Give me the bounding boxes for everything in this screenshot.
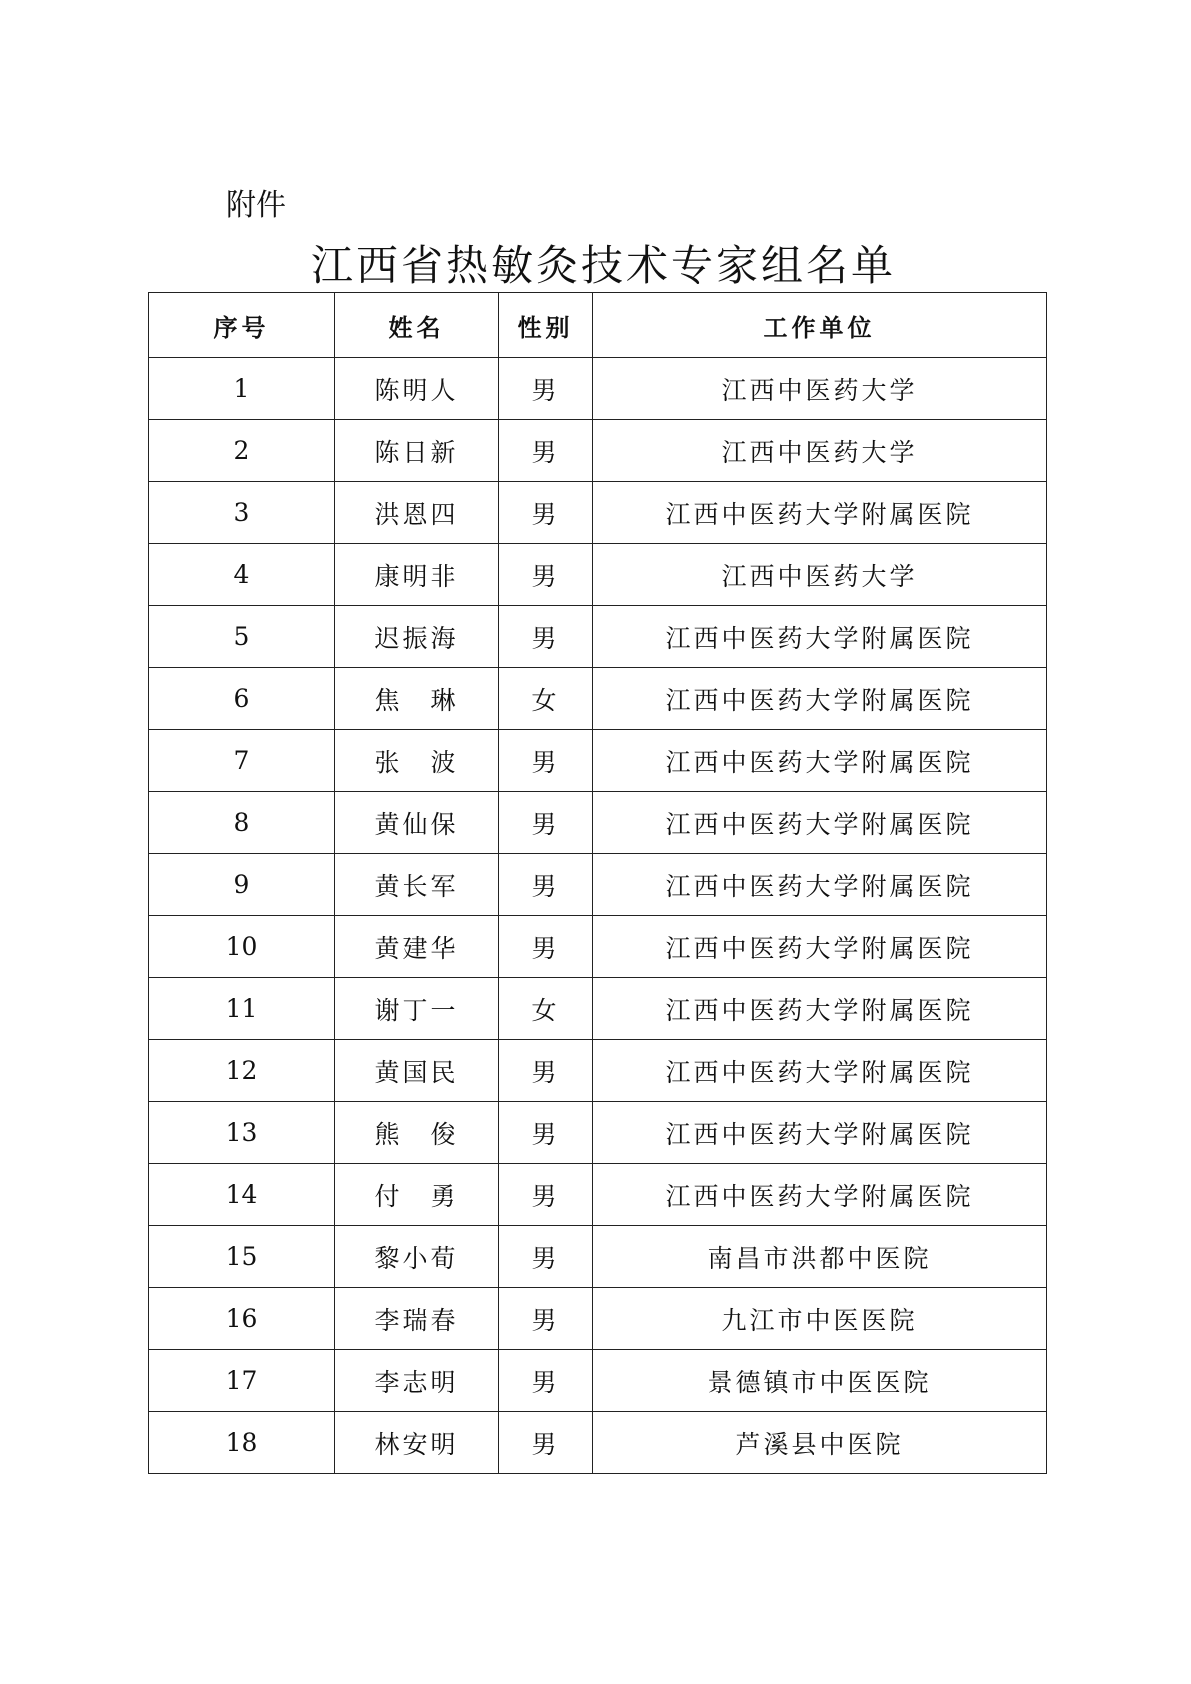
header-unit: 工作单位 [593,293,1047,358]
expert-roster-table [148,292,1047,1474]
table-row [149,606,1047,668]
cell-no: 9 [149,854,335,916]
table-row [149,792,1047,854]
cell-name: 张 波 [335,730,499,792]
cell-sex: 男 [499,916,593,978]
cell-sex: 男 [499,730,593,792]
cell-sex: 女 [499,668,593,730]
cell-name: 付 勇 [335,1164,499,1226]
cell-unit: 江西中医药大学 [593,420,1047,482]
table-row [149,1040,1047,1102]
cell-no: 14 [149,1164,335,1226]
cell-no: 2 [149,420,335,482]
cell-unit: 江西中医药大学附属医院 [593,1102,1047,1164]
table-row [149,1164,1047,1226]
table-row [149,482,1047,544]
cell-name: 焦 琳 [335,668,499,730]
cell-sex: 男 [499,792,593,854]
cell-name: 陈日新 [335,420,499,482]
table-header-row [149,293,1047,358]
cell-no: 18 [149,1412,335,1474]
cell-name: 李瑞春 [335,1288,499,1350]
cell-sex: 男 [499,358,593,420]
cell-no: 12 [149,1040,335,1102]
cell-unit: 九江市中医医院 [593,1288,1047,1350]
cell-unit: 景德镇市中医医院 [593,1350,1047,1412]
table-row [149,1350,1047,1412]
cell-no: 11 [149,978,335,1040]
cell-name: 洪恩四 [335,482,499,544]
document-title: 江西省热敏灸技术专家组名单 [310,241,896,290]
cell-sex: 男 [499,1288,593,1350]
cell-unit: 江西中医药大学附属医院 [593,792,1047,854]
cell-unit: 江西中医药大学附属医院 [593,916,1047,978]
cell-no: 6 [149,668,335,730]
cell-name: 黄长军 [335,854,499,916]
cell-sex: 男 [499,1350,593,1412]
table-row [149,1412,1047,1474]
cell-no: 1 [149,358,335,420]
cell-no: 8 [149,792,335,854]
cell-no: 10 [149,916,335,978]
cell-no: 17 [149,1350,335,1412]
header-sex: 性别 [499,293,593,358]
cell-unit: 芦溪县中医院 [593,1412,1047,1474]
cell-unit: 江西中医药大学附属医院 [593,668,1047,730]
cell-name: 黄仙保 [335,792,499,854]
cell-no: 5 [149,606,335,668]
table-row [149,544,1047,606]
cell-unit: 江西中医药大学 [593,544,1047,606]
table-row [149,420,1047,482]
cell-no: 4 [149,544,335,606]
cell-name: 黎小荀 [335,1226,499,1288]
table-row [149,1102,1047,1164]
cell-name: 黄建华 [335,916,499,978]
cell-unit: 南昌市洪都中医院 [593,1226,1047,1288]
cell-name: 熊 俊 [335,1102,499,1164]
cell-sex: 男 [499,1040,593,1102]
cell-unit: 江西中医药大学附属医院 [593,854,1047,916]
cell-sex: 男 [499,1412,593,1474]
cell-name: 李志明 [335,1350,499,1412]
cell-unit: 江西中医药大学附属医院 [593,606,1047,668]
cell-name: 陈明人 [335,358,499,420]
cell-name: 迟振海 [335,606,499,668]
cell-sex: 男 [499,420,593,482]
cell-unit: 江西中医药大学附属医院 [593,482,1047,544]
cell-name: 谢丁一 [335,978,499,1040]
header-name: 姓名 [335,293,499,358]
attachment-label: 附件 [226,188,286,223]
cell-no: 15 [149,1226,335,1288]
cell-sex: 男 [499,482,593,544]
table-row [149,358,1047,420]
table-row [149,668,1047,730]
table-row [149,730,1047,792]
cell-unit: 江西中医药大学附属医院 [593,1040,1047,1102]
table-row [149,1226,1047,1288]
cell-unit: 江西中医药大学附属医院 [593,1164,1047,1226]
cell-no: 16 [149,1288,335,1350]
cell-unit: 江西中医药大学附属医院 [593,730,1047,792]
cell-sex: 男 [499,544,593,606]
cell-sex: 女 [499,978,593,1040]
table-row [149,978,1047,1040]
cell-no: 3 [149,482,335,544]
cell-no: 13 [149,1102,335,1164]
table-row [149,854,1047,916]
cell-name: 林安明 [335,1412,499,1474]
cell-sex: 男 [499,606,593,668]
header-no: 序号 [149,293,335,358]
cell-unit: 江西中医药大学附属医院 [593,978,1047,1040]
cell-sex: 男 [499,1102,593,1164]
cell-sex: 男 [499,1226,593,1288]
table-row [149,1288,1047,1350]
cell-unit: 江西中医药大学 [593,358,1047,420]
cell-no: 7 [149,730,335,792]
table-row [149,916,1047,978]
cell-sex: 男 [499,1164,593,1226]
cell-sex: 男 [499,854,593,916]
cell-name: 康明非 [335,544,499,606]
cell-name: 黄国民 [335,1040,499,1102]
